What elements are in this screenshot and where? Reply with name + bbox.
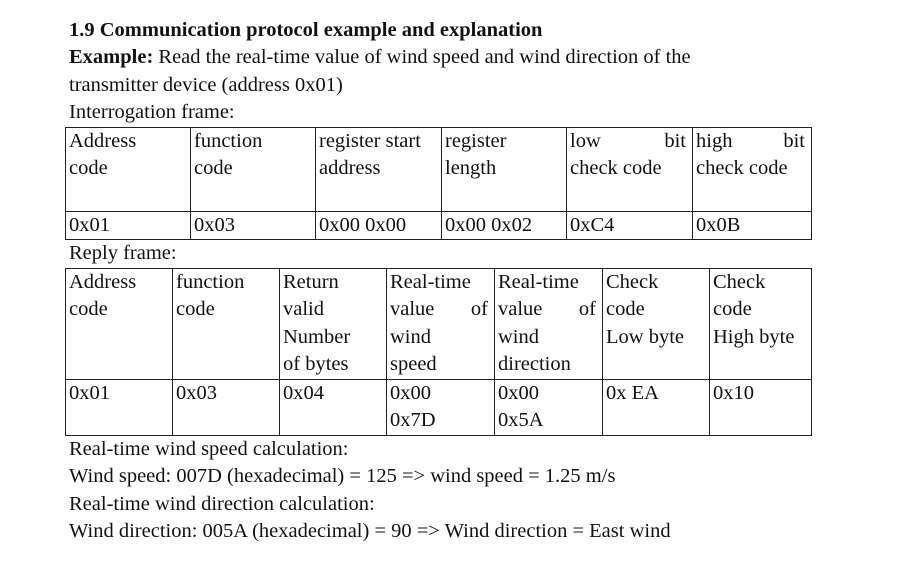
- document-page: [69, 16, 813, 546]
- interrogation-frame-title: Interrogation frame:: [69, 101, 235, 123]
- example-label: Example:: [69, 46, 154, 68]
- reply-value-cell: 0x04: [280, 379, 387, 435]
- interrogation-header-cell: register length: [442, 127, 567, 211]
- interrogation-value-row: [66, 211, 812, 240]
- wind-speed-calc-title: Real-time wind speed calculation:: [69, 437, 349, 460]
- interrogation-value-cell: 0x00 0x02: [442, 211, 567, 240]
- example-text-2: transmitter device (address 0x01): [69, 73, 343, 96]
- reply-header-cell: Real-time value of wind speed: [387, 268, 495, 379]
- wind-direction-calc-title: Real-time wind direction calculation:: [69, 492, 375, 515]
- reply-header-cell: function code: [173, 268, 280, 379]
- wind-speed-calc-formula: Wind speed: 007D (hexadecimal) = 125 => wind speed = 1.25 m/s: [69, 465, 616, 487]
- example-paragraph: [69, 44, 803, 99]
- interrogation-frame-table: [65, 127, 812, 241]
- interrogation-header-cell: function code: [191, 127, 316, 211]
- interrogation-header-cell: Address code: [66, 127, 191, 211]
- reply-value-cell: 0x10: [710, 379, 812, 435]
- interrogation-header-cell: low bit check code: [567, 127, 693, 211]
- section-heading: 1.9 Communication protocol example and explanation: [69, 19, 543, 41]
- interrogation-value-cell: 0x03: [191, 211, 316, 240]
- reply-frame-title: Reply frame:: [69, 242, 177, 264]
- reply-value-cell: 0x00 0x5A: [495, 379, 603, 435]
- reply-value-row: [66, 379, 812, 435]
- reply-value-cell: 0x EA: [603, 379, 710, 435]
- interrogation-header-cell: high bit check code: [693, 127, 812, 211]
- reply-header-row: [66, 268, 812, 379]
- reply-value-cell: 0x01: [66, 379, 173, 435]
- interrogation-value-cell: 0x01: [66, 211, 191, 240]
- interrogation-value-cell: 0x00 0x00: [316, 211, 442, 240]
- reply-header-cell: Address code: [66, 268, 173, 379]
- reply-header-cell: Check code High byte: [710, 268, 812, 379]
- reply-header-cell: Check code Low byte: [603, 268, 710, 379]
- wind-direction-calc-formula: Wind direction: 005A (hexadecimal) = 90 => Wind direction = East wind: [69, 520, 671, 542]
- interrogation-value-cell: 0x0B: [693, 211, 812, 240]
- reply-value-cell: 0x00 0x7D: [387, 379, 495, 435]
- interrogation-header-cell: register start address: [316, 127, 442, 211]
- reply-value-cell: 0x03: [173, 379, 280, 435]
- reply-header-cell: Real-time value of wind direction: [495, 268, 603, 379]
- example-text-1: Read the real-time value of wind speed and wind direction of the: [153, 46, 691, 68]
- reply-header-cell: Return valid Number of bytes: [280, 268, 387, 379]
- interrogation-header-row: [66, 127, 812, 211]
- reply-frame-table: [65, 268, 812, 436]
- interrogation-value-cell: 0xC4: [567, 211, 693, 240]
